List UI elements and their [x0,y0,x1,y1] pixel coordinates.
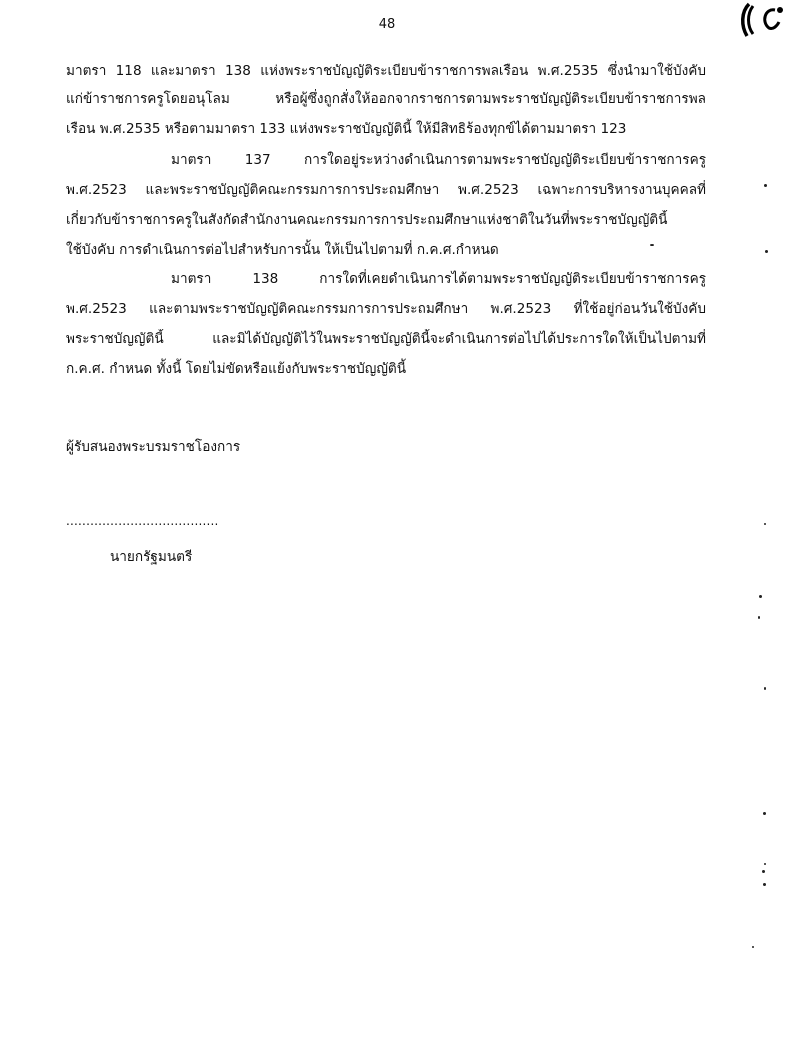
text-line: มาตรา 138 การใดที่เคยดำเนินการได้ตามพระราชบัญญัติระเบียบข้าราชการครู [171,271,706,287]
text-line: แก่ข้าราชการครูโดยอนุโลม หรือผู้ซึ่งถูกสั่งให้ออกจากราชการตามพระราชบัญญัติระเบียบข้าราชการพล [66,91,706,107]
text-line: พระราชบัญญัตินี้ และมิได้บัญญัติไว้ในพระราชบัญญัตินี้จะดำเนินการต่อไปได้ประการใดให้เป็นไปตามที่ [66,331,706,347]
text-line: มาตรา 118 และมาตรา 138 แห่งพระราชบัญญัติระเบียบข้าราชการพลเรือน พ.ศ.2535 ซึ่งนำมาใช้บังคับ [66,63,706,79]
text-line: ใช้บังคับ การดำเนินการต่อไปสำหรับการนั้น ให้เป็นไปตามที่ ก.ค.ศ.กำหนด [66,242,499,258]
signatory-title: นายกรัฐมนตรี [110,549,193,565]
page-number: 48 [378,17,396,32]
signature-line: ...................................... [66,514,219,528]
text-line: พ.ศ.2523 และพระราชบัญญัติคณะกรรมการการประถมศึกษา พ.ศ.2523 เฉพาะการบริหารงานบุคคลที่ [66,182,706,198]
text-line: มาตรา 137 การใดอยู่ระหว่างดำเนินการตามพระราชบัญญัติระเบียบข้าราชการครู [171,152,706,168]
text-line: พ.ศ.2523 และตามพระราชบัญญัติคณะกรรมการการประถมศึกษา พ.ศ.2523 ที่ใช้อยู่ก่อนวันใช้บังคับ [66,301,706,317]
text-line: ก.ค.ศ. กำหนด ทั้งนี้ โดยไม่ขัดหรือแย้งกับพระราชบัญญัตินี้ [66,361,407,377]
handwritten-mark [731,0,800,40]
text-line: เรือน พ.ศ.2535 หรือตามมาตรา 133 แห่งพระราชบัญญัตินี้ ให้มีสิทธิร้องทุกข์ได้ตามมาตรา 123 [66,121,627,137]
countersign-heading: ผู้รับสนองพระบรมราชโองการ [66,439,241,455]
text-line: เกี่ยวกับข้าราชการครูในสังกัดสำนักงานคณะกรรมการการประถมศึกษาแห่งชาติในวันที่พระราชบัญญัตินี้ [66,212,668,228]
